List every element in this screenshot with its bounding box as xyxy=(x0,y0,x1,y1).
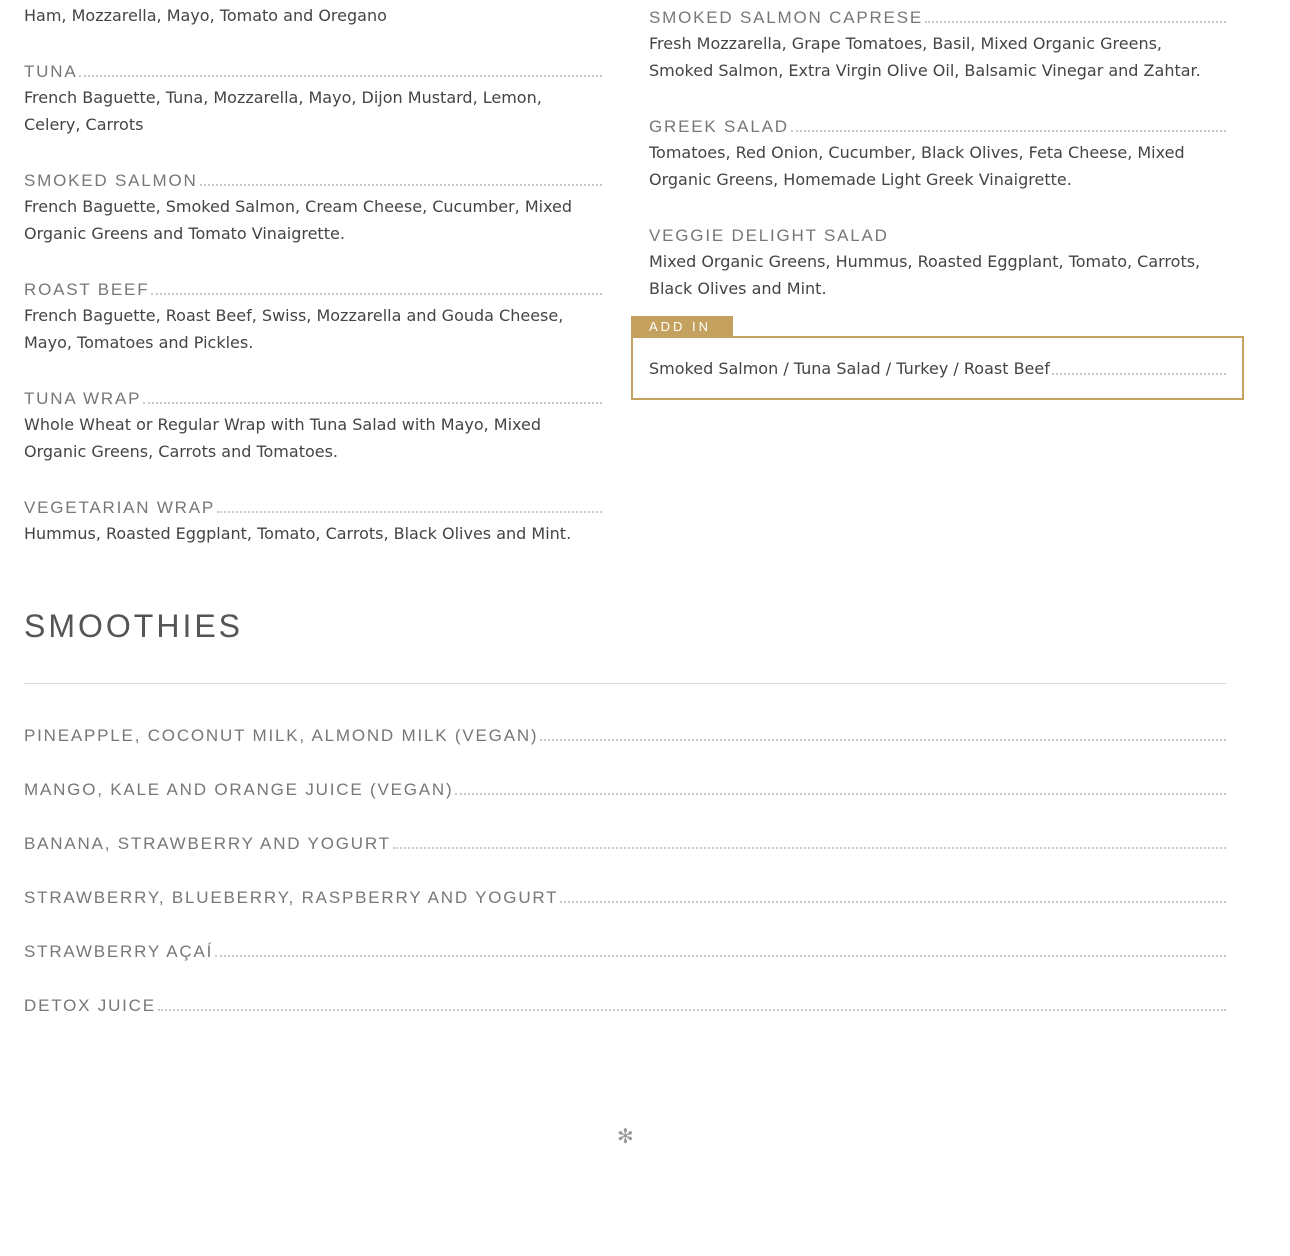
menu-item-name: GREEK SALAD xyxy=(649,117,789,136)
menu-item-veggie-delight-salad xyxy=(649,220,1226,302)
right-menu-column xyxy=(649,0,1226,302)
add-in-label: ADD IN xyxy=(631,316,733,337)
smoothie-name: PINEAPPLE, COCONUT MILK, ALMOND MILK (VEGAN) xyxy=(24,726,539,745)
menu-item-greek-salad xyxy=(649,111,1226,193)
dotted-leader xyxy=(393,847,1226,849)
dotted-leader xyxy=(560,901,1226,903)
smoothie-name: STRAWBERRY AÇAÍ xyxy=(24,942,214,961)
menu-item-tuna xyxy=(24,56,602,138)
dotted-leader xyxy=(540,739,1226,741)
menu-item-description: Mixed Organic Greens, Hummus, Roasted Eggplant, Tomato, Carrots, Black Olives and Mint. xyxy=(649,252,1201,298)
dotted-leader xyxy=(455,793,1226,795)
menu-item-description: Tomatoes, Red Onion, Cucumber, Black Olives, Feta Cheese, Mixed Organic Greens, Homemade Light Greek Vinaigrette. xyxy=(649,143,1185,189)
smoothie-name: DETOX JUICE xyxy=(24,996,156,1015)
menu-item-description: French Baguette, Roast Beef, Swiss, Mozzarella and Gouda Cheese, Mayo, Tomatoes and Pickles. xyxy=(24,306,564,352)
menu-item-name: SMOKED SALMON xyxy=(24,171,198,190)
section-divider xyxy=(24,683,1226,684)
dotted-leader xyxy=(217,511,602,513)
left-menu-column xyxy=(24,0,602,547)
smoothies-list xyxy=(24,720,1226,1044)
menu-item-description: French Baguette, Smoked Salmon, Cream Cheese, Cucumber, Mixed Organic Greens and Tomato Vinaigrette. xyxy=(24,197,573,243)
smoothie-item xyxy=(24,936,1226,962)
menu-item-smoked-salmon-caprese xyxy=(649,2,1226,84)
dotted-leader xyxy=(1052,373,1226,375)
menu-item-name: ROAST BEEF xyxy=(24,280,150,299)
smoothie-name: STRAWBERRY, BLUEBERRY, RASPBERRY AND YOGURT xyxy=(24,888,559,907)
menu-item-description: Hummus, Roasted Eggplant, Tomato, Carrots, Black Olives and Mint. xyxy=(24,524,572,543)
dotted-leader xyxy=(143,402,602,404)
dotted-leader xyxy=(151,293,602,295)
menu-item-description: French Baguette, Tuna, Mozzarella, Mayo, Dijon Mustard, Lemon, Celery, Carrots xyxy=(24,88,542,134)
smoothie-item xyxy=(24,720,1226,746)
menu-item-name: VEGETARIAN WRAP xyxy=(24,498,216,517)
smoothie-item xyxy=(24,990,1226,1016)
section-title-smoothies: SMOOTHIES xyxy=(24,608,244,644)
smoothie-name: MANGO, KALE AND ORANGE JUICE (VEGAN) xyxy=(24,780,454,799)
dotted-leader xyxy=(791,130,1226,132)
smoothie-item xyxy=(24,828,1226,854)
menu-item-name: TUNA WRAP xyxy=(24,389,142,408)
menu-item-description: Whole Wheat or Regular Wrap with Tuna Salad with Mayo, Mixed Organic Greens, Carrots and Tomatoes. xyxy=(24,415,542,461)
smoothie-name: BANANA, STRAWBERRY AND YOGURT xyxy=(24,834,391,853)
add-in-text: Smoked Salmon / Tuna Salad / Turkey / Roast Beef xyxy=(649,359,1050,378)
add-in-box xyxy=(631,336,1244,400)
menu-item-roast-beef xyxy=(24,274,602,356)
dotted-leader xyxy=(215,955,1226,957)
smoothie-item xyxy=(24,882,1226,908)
menu-item-name: SMOKED SALMON CAPRESE xyxy=(649,8,923,27)
menu-item-description: Fresh Mozzarella, Grape Tomatoes, Basil, Mixed Organic Greens, Smoked Salmon, Extra Virgin Olive Oil, Balsamic Vinegar and Zahtar. xyxy=(649,34,1201,80)
dotted-leader xyxy=(200,184,602,186)
dotted-leader xyxy=(925,21,1226,23)
dotted-leader xyxy=(79,75,602,77)
menu-item-name: VEGGIE DELIGHT SALAD xyxy=(649,226,889,245)
asterisk-icon: ✻ xyxy=(617,1124,634,1148)
menu-item-smoked-salmon xyxy=(24,165,602,247)
dotted-leader xyxy=(158,1009,1226,1011)
menu-item-name: TUNA xyxy=(24,62,78,81)
smoothie-item xyxy=(24,774,1226,800)
menu-item-vegetarian-wrap xyxy=(24,492,602,547)
menu-item-tuna-wrap xyxy=(24,383,602,465)
ham-item-description: Ham, Mozzarella, Mayo, Tomato and Oregano xyxy=(24,6,387,25)
